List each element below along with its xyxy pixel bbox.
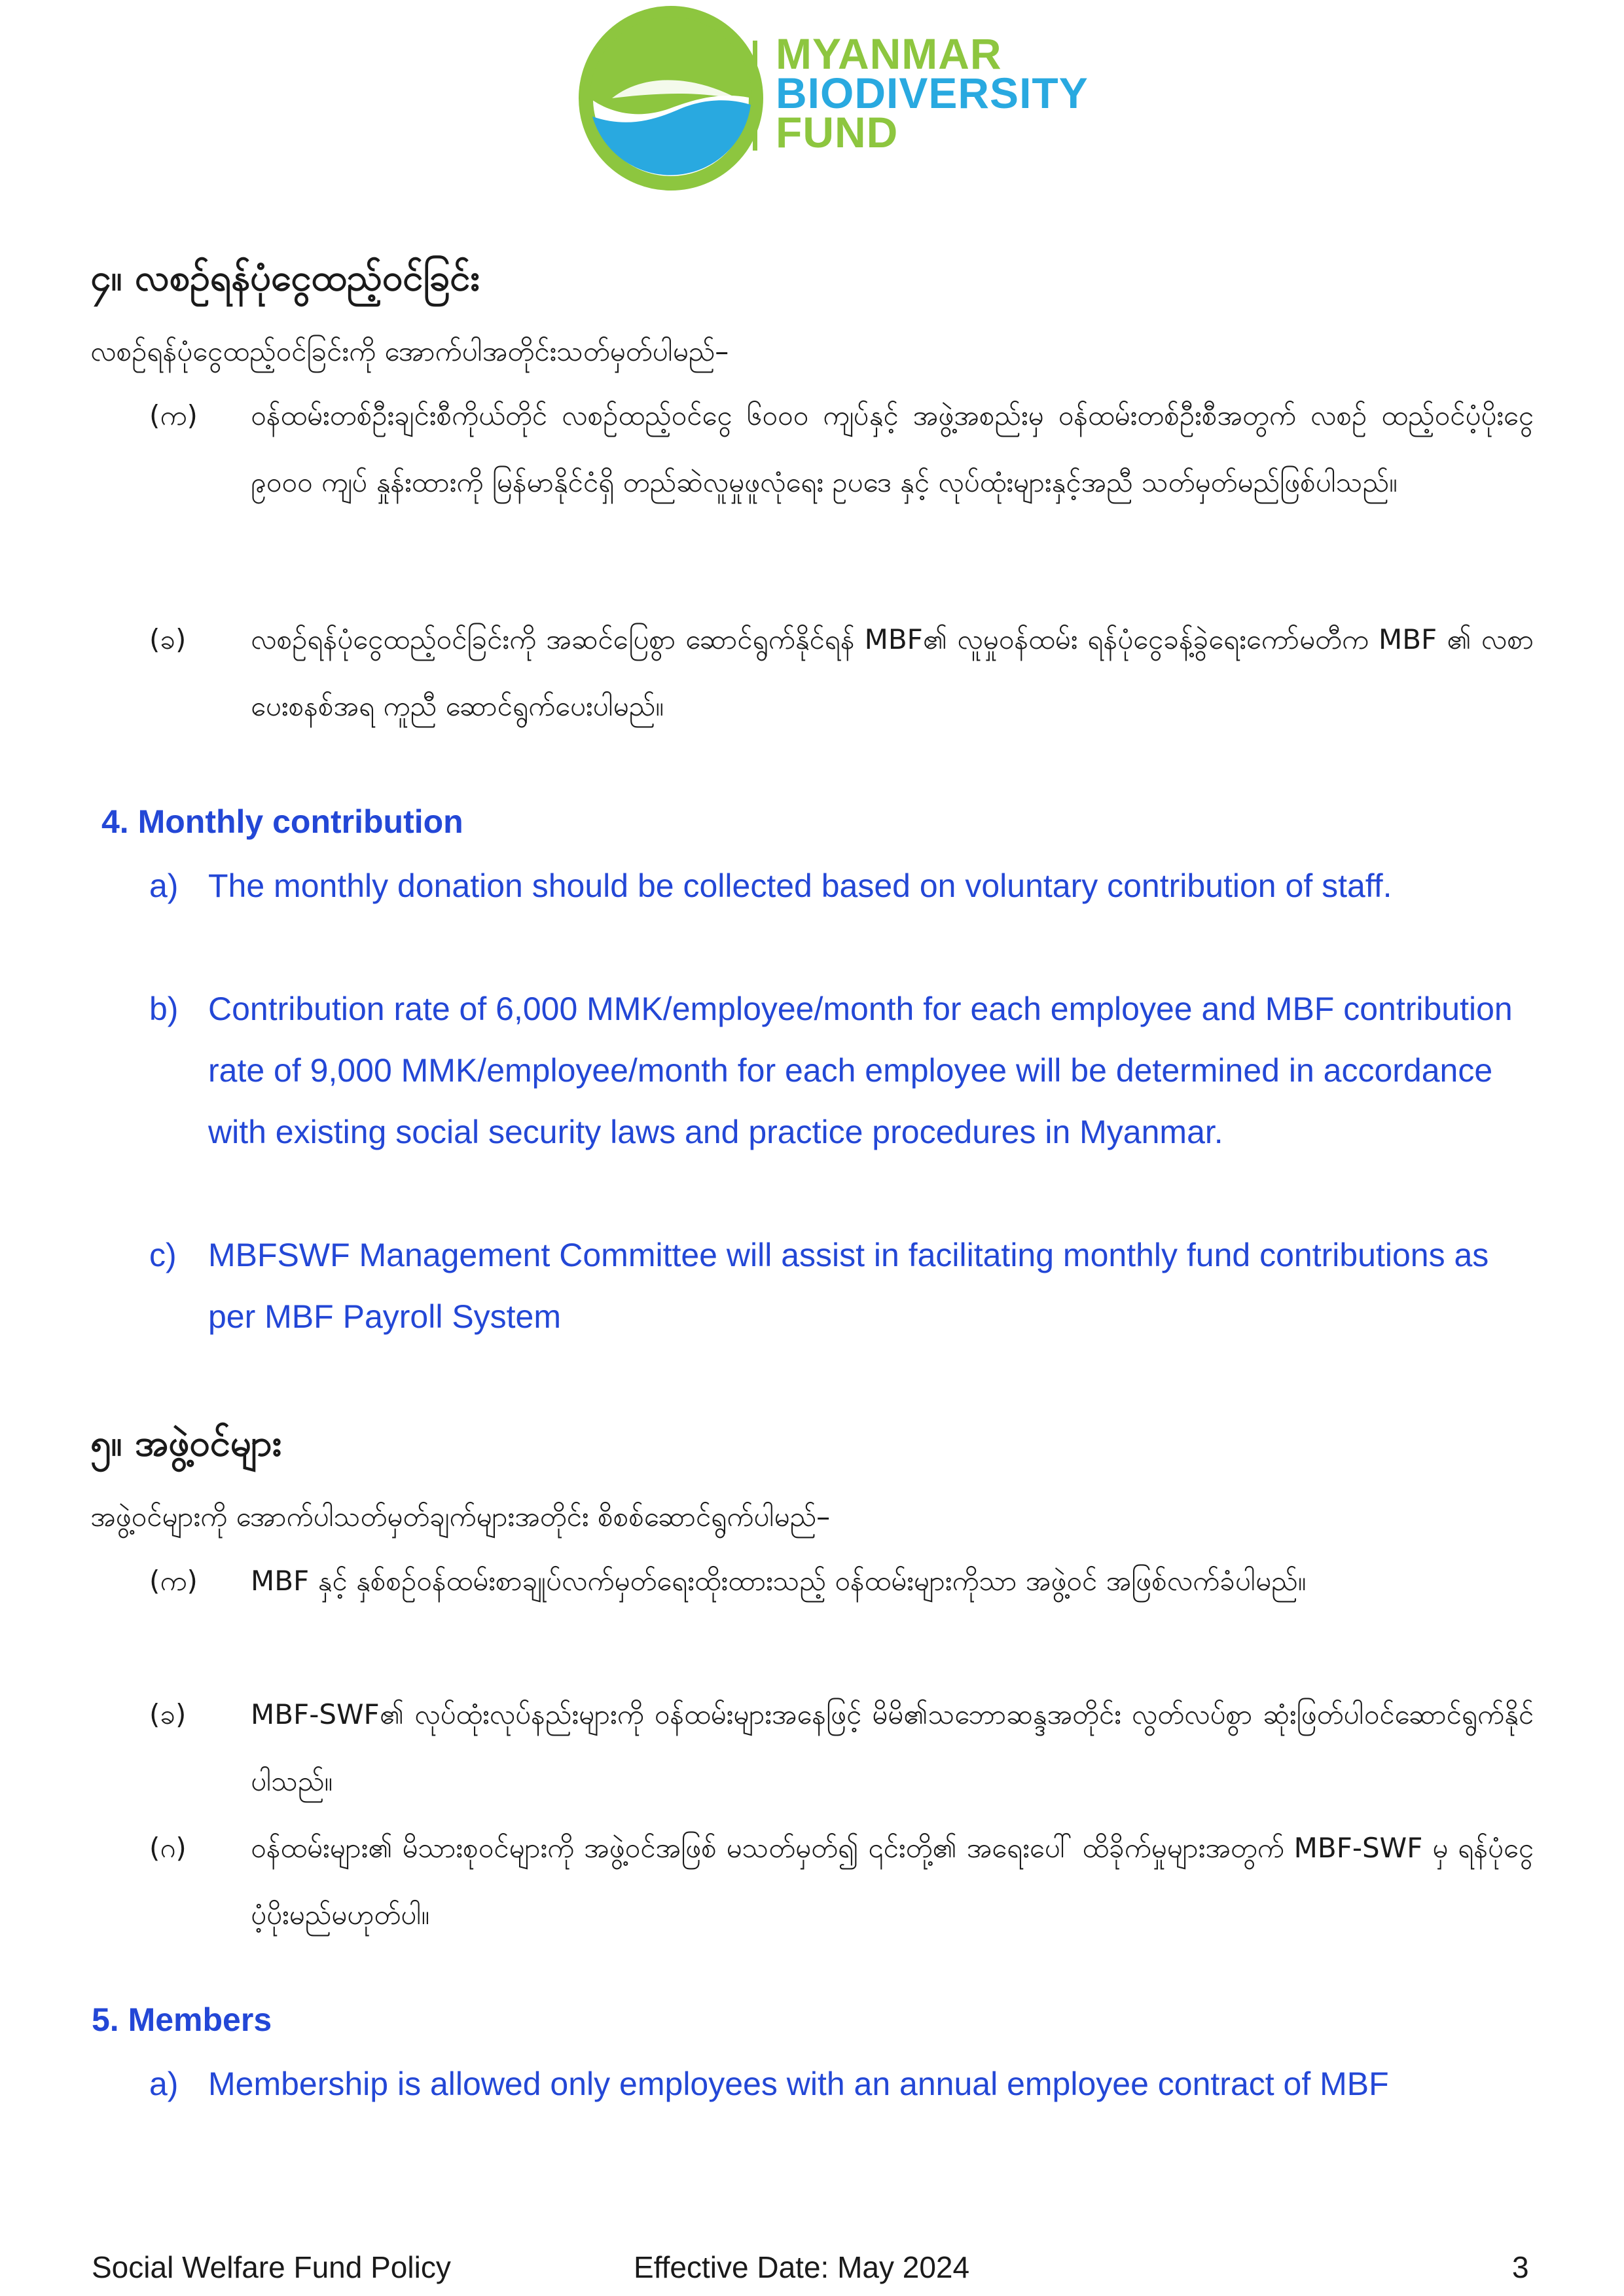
section-5-heading-my: ၅။ အဖွဲ့ဝင်များ [90,1422,281,1465]
section-5-intro-my: အဖွဲ့ဝင်များကို အောက်ပါသတ်မှတ်ချက်များအတိုင်း စိစစ်ဆောင်ရွက်ပါမည်– [90,1501,831,1533]
item-marker: a) [149,867,179,904]
item-text: MBFSWF Management Committee will assist in facilitating monthly fund contributions as per MBF Payroll System [208,1237,1489,1335]
logo-line-1: MYANMAR [776,29,1002,78]
item-marker: (ဂ) [149,1832,187,1864]
item-marker: c) [149,1237,177,1273]
logo-divider [753,41,757,151]
item-text: MBF-SWF၏ လုပ်ထုံးလုပ်နည်းများကို ဝန်ထမ်းများအနေဖြင့် မိမိ၏သဘောဆန္ဒအတိုင်း လွတ်လပ်စွာ ဆုံးဖြတ်ပါဝင်ဆောင်ရွက်နိုင်ပါသည်။ [251,1698,1534,1797]
item-marker: b) [149,991,179,1027]
item-marker: a) [149,2066,179,2102]
item-text: MBF နှင့် နှစ်စဉ်ဝန်ထမ်းစာချုပ်လက်မှတ်ရေးထိုးထားသည့် ဝန်ထမ်းများကိုသာ အဖွဲ့ဝင် အဖြစ်လက်ခံပါမည်။ [251,1565,1307,1597]
footer-effective-date: Effective Date: May 2024 [634,2250,970,2284]
section-4-heading-my: ၄။ လစဉ်ရန်ပုံငွေထည့်ဝင်ခြင်း [90,257,480,299]
item-marker: (က) [149,1565,198,1597]
item-text: Membership is allowed only employees with an annual employee contract of MBF [208,2066,1389,2102]
logo-line-2: BIODIVERSITY [776,69,1089,117]
item-text: လစဉ်ရန်ပုံငွေထည့်ဝင်ခြင်းကို အဆင်ပြေစွာ ဆောင်ရွက်နိုင်ရန် MBF၏ လူမှုဝန်ထမ်း ရန်ပုံငွေခန့်ခွဲရေးကော်မတီက MBF ၏ လစာပေးစနစ်အရ ကူညီ ဆောင်ရွက်ပေးပါမည်။ [251,623,1534,722]
section-5-heading-en: 5. Members [92,2001,272,2038]
section-4-intro-my: လစဉ်ရန်ပုံငွေထည့်ဝင်ခြင်းကို အောက်ပါအတိုင်းသတ်မှတ်ပါမည်– [90,335,729,367]
footer-page-number: 3 [1512,2250,1529,2284]
item-text: ဝန်ထမ်းတစ်ဦးချင်းစီကိုယ်တိုင် လစဉ်ထည့်ဝင်ငွေ ၆၀၀၀ ကျပ်နှင့် အဖွဲ့အစည်းမှ ဝန်ထမ်းတစ်ဦးစီအတွက် လစဉ် ထည့်ဝင်ပံ့ပိုးငွေ ၉၀၀၀ ကျပ် နှုန်းထားကို မြန်မာနိုင်ငံရှိ တည်ဆဲလူမှုဖူလုံရေး ဥပဒေ နှင့် လုပ်ထုံးများနှင့်အညီ သတ်မှတ်မည်ဖြစ်ပါသည်။ [251,399,1534,498]
item-text: ဝန်ထမ်းများ၏ မိသားစုဝင်များကို အဖွဲ့ဝင်အဖြစ် မသတ်မှတ်၍ ၎င်းတို့၏ အရေးပေါ် ထိခိုက်မှုများအတွက် MBF-SWF မှ ရန်ပုံငွေပံ့ပိုးမည်မဟုတ်ပါ။ [251,1832,1534,1931]
item-marker: (ခ) [149,1698,187,1730]
footer-title: Social Welfare Fund Policy [92,2250,451,2284]
logo-wordmark [776,29,1089,156]
item-text: The monthly donation should be collected based on voluntary contribution of staff. [208,867,1392,904]
logo-line-3: FUND [776,108,899,156]
item-text: Contribution rate of 6,000 MMK/employee/month for each employee and MBF contribution rate of 9,000 MMK/employee/month for each employee will be determined in accordance with existing social security laws and practice procedures in Myanmar. [208,991,1513,1150]
item-marker: (က) [149,399,198,431]
item-marker: (ခ) [149,623,187,655]
section-4-heading-en: 4. Monthly contribution [101,803,463,840]
